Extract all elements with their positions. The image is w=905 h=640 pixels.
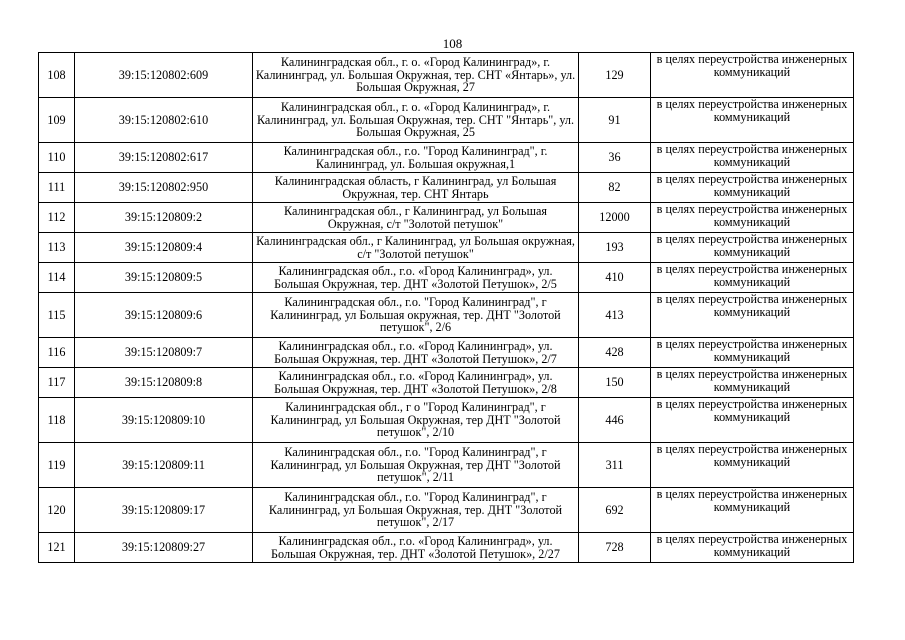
purpose: в целях переустройства инженерных коммуникаций	[651, 488, 854, 533]
table-row	[39, 98, 854, 143]
area: 36	[579, 143, 651, 173]
address: Калининградская обл., г Калининград, ул Большая Окружная, с/т "Золотой петушок"	[253, 203, 579, 233]
table-row	[39, 293, 854, 338]
area: 12000	[579, 203, 651, 233]
row-number: 110	[39, 143, 75, 173]
address: Калининградская обл., г.о. "Город Калининград", г Калининград, ул Большая Окружная, тер ДНТ "Золотой петушок", 2/11	[253, 443, 579, 488]
address: Калининградская обл., г Калининград, ул Большая окружная, с/т "Золотой петушок"	[253, 233, 579, 263]
cadastral-number: 39:15:120802:950	[75, 173, 253, 203]
row-number: 108	[39, 53, 75, 98]
table-body	[39, 53, 854, 563]
purpose: в целях переустройства инженерных коммуникаций	[651, 143, 854, 173]
address: Калининградская обл., г.о. "Город Калининград", г Калининград, ул Большая Окружная, тер. ДНТ "Золотой петушок", 2/17	[253, 488, 579, 533]
table-row	[39, 203, 854, 233]
table-row	[39, 398, 854, 443]
cadastral-number: 39:15:120809:2	[75, 203, 253, 233]
cadastral-number: 39:15:120809:11	[75, 443, 253, 488]
row-number: 116	[39, 338, 75, 368]
address: Калининградская обл., г.о. «Город Калининград», ул. Большая Окружная, тер. ДНТ «Золотой Петушок», 2/5	[253, 263, 579, 293]
row-number: 118	[39, 398, 75, 443]
area: 193	[579, 233, 651, 263]
purpose: в целях переустройства инженерных коммуникаций	[651, 398, 854, 443]
table-row	[39, 488, 854, 533]
table-row	[39, 338, 854, 368]
row-number: 120	[39, 488, 75, 533]
purpose: в целях переустройства инженерных коммуникаций	[651, 98, 854, 143]
table-row	[39, 143, 854, 173]
address: Калининградская обл., г о "Город Калининград", г Калининград, ул Большая Окружная, тер ДНТ "Золотой петушок", 2/10	[253, 398, 579, 443]
area: 91	[579, 98, 651, 143]
address: Калининградская обл., г.о. «Город Калининград», ул. Большая Окружная, тер. ДНТ «Золотой Петушок», 2/7	[253, 338, 579, 368]
area: 129	[579, 53, 651, 98]
purpose: в целях переустройства инженерных коммуникаций	[651, 53, 854, 98]
table-row	[39, 233, 854, 263]
address: Калининградская обл., г. о. «Город Калининград», г. Калининград, ул. Большая Окружная, тер. СНТ "Янтарь", ул. Большая Окружная, 25	[253, 98, 579, 143]
area: 692	[579, 488, 651, 533]
row-number: 111	[39, 173, 75, 203]
cadastral-number: 39:15:120809:27	[75, 533, 253, 563]
purpose: в целях переустройства инженерных коммуникаций	[651, 443, 854, 488]
cadastral-number: 39:15:120802:609	[75, 53, 253, 98]
purpose: в целях переустройства инженерных коммуникаций	[651, 338, 854, 368]
row-number: 109	[39, 98, 75, 143]
cadastral-number: 39:15:120809:7	[75, 338, 253, 368]
area: 728	[579, 533, 651, 563]
table-row	[39, 53, 854, 98]
area: 428	[579, 338, 651, 368]
row-number: 113	[39, 233, 75, 263]
row-number: 117	[39, 368, 75, 398]
purpose: в целях переустройства инженерных коммуникаций	[651, 233, 854, 263]
purpose: в целях переустройства инженерных коммуникаций	[651, 173, 854, 203]
table-row	[39, 173, 854, 203]
address: Калининградская обл., г.о. «Город Калининград», ул. Большая Окружная, тер. ДНТ «Золотой Петушок», 2/27	[253, 533, 579, 563]
row-number: 115	[39, 293, 75, 338]
purpose: в целях переустройства инженерных коммуникаций	[651, 293, 854, 338]
cadastral-number: 39:15:120802:610	[75, 98, 253, 143]
cadastral-number: 39:15:120809:17	[75, 488, 253, 533]
cadastral-number: 39:15:120809:4	[75, 233, 253, 263]
address: Калининградская обл., г.о. "Город Калининград", г Калининград, ул Большая окружная, тер. ДНТ "Золотой петушок", 2/6	[253, 293, 579, 338]
purpose: в целях переустройства инженерных коммуникаций	[651, 263, 854, 293]
row-number: 114	[39, 263, 75, 293]
area: 446	[579, 398, 651, 443]
cadastral-number: 39:15:120809:5	[75, 263, 253, 293]
table-row	[39, 263, 854, 293]
cadastral-number: 39:15:120809:8	[75, 368, 253, 398]
table-row	[39, 533, 854, 563]
purpose: в целях переустройства инженерных коммуникаций	[651, 368, 854, 398]
area: 150	[579, 368, 651, 398]
land-plots-table	[38, 52, 854, 563]
address: Калининградская обл., г.о. «Город Калининград», ул. Большая Окружная, тер. ДНТ «Золотой Петушок», 2/8	[253, 368, 579, 398]
address: Калининградская обл., г. о. «Город Калининград», г. Калининград, ул. Большая Окружная, тер. СНТ «Янтарь», ул. Большая Окружная, 27	[253, 53, 579, 98]
cadastral-number: 39:15:120802:617	[75, 143, 253, 173]
area: 82	[579, 173, 651, 203]
cadastral-number: 39:15:120809:6	[75, 293, 253, 338]
row-number: 121	[39, 533, 75, 563]
purpose: в целях переустройства инженерных коммуникаций	[651, 203, 854, 233]
page-number: 108	[442, 36, 463, 51]
table-row	[39, 443, 854, 488]
row-number: 119	[39, 443, 75, 488]
area: 311	[579, 443, 651, 488]
address: Калининградская обл., г.о. "Город Калининград", г. Калининград, ул. Большая окружная,1	[253, 143, 579, 173]
row-number: 112	[39, 203, 75, 233]
purpose: в целях переустройства инженерных коммуникаций	[651, 533, 854, 563]
cadastral-number: 39:15:120809:10	[75, 398, 253, 443]
address: Калининградская область, г Калининград, ул Большая Окружная, тер. СНТ Янтарь	[253, 173, 579, 203]
area: 413	[579, 293, 651, 338]
area: 410	[579, 263, 651, 293]
table-row	[39, 368, 854, 398]
